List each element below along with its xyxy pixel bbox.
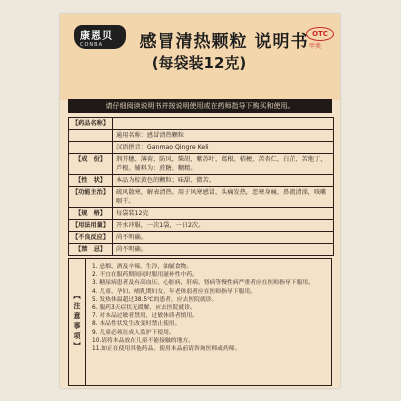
precaution-item: 7. 对本品过敏者禁用，过敏体质者慎用。 (92, 313, 198, 320)
info-row (69, 231, 333, 243)
header-band (60, 14, 340, 100)
info-value: 开水冲服，一次1袋，一日2次。 (116, 222, 205, 229)
precautions-label-cell (69, 259, 86, 385)
precaution-item: 5. 发热体温超过38.5℃的患者，应去医院就诊。 (92, 296, 218, 303)
precaution-item: 10.请将本品放在儿童不能接触的地方。 (92, 337, 194, 344)
info-label: 【功能主治】 (69, 187, 113, 207)
instruction-sheet (60, 14, 340, 388)
otc-category: 甲类 (309, 43, 322, 50)
precaution-item: 2. 不宜在服药期间同时服用滋补性中药。 (92, 272, 198, 279)
info-row (69, 141, 333, 153)
precautions-label: 【注意事项】 (73, 292, 81, 352)
precaution-item: 3. 糖尿病患者及有高血压、心脏病、肝病、肾病等慢性病严重者应在医师指导下服用。 (92, 280, 314, 287)
precaution-item: 4. 儿童、孕妇、哺乳期妇女、年老体弱者应在医师指导下服用。 (92, 288, 256, 295)
info-row (69, 174, 333, 186)
precaution-item: 8. 本品性状发生改变时禁止使用。 (92, 321, 181, 328)
brand-name-en: CONBA (80, 42, 104, 48)
info-value: 汉语拼音：Ganmao Qingre Keli (116, 144, 209, 151)
info-label: 【性 状】 (69, 175, 113, 186)
info-row (69, 129, 333, 141)
brand-name: 康恩贝 (80, 31, 113, 42)
info-label: 【禁 忌】 (69, 244, 113, 255)
info-value: 荆芥穗、薄荷、防风、柴胡、紫苏叶、葛根、桔梗、苦杏仁、白芷、苦地丁、芦根。辅料为：蔗糖、糊精。 (116, 156, 327, 172)
info-value: 通用名称：感冒清热颗粒 (116, 132, 185, 139)
info-label: 【用法用量】 (69, 220, 113, 231)
info-label: 【规 格】 (69, 208, 113, 219)
info-value: 尚不明确。 (116, 246, 147, 253)
brand-logo (74, 25, 126, 49)
info-value: 每袋装12克 (116, 210, 149, 217)
page-title: 感冒清热颗粒 说明书 (139, 32, 309, 52)
precaution-item: 9. 儿童必须在成人监护下使用。 (92, 329, 175, 336)
info-value: 疏风散寒，解表清热。用于风寒感冒，头痛发热，恶寒身痛，鼻流清涕，咳嗽咽干。 (116, 189, 327, 205)
info-row (69, 207, 333, 219)
info-label: 【成 份】 (69, 154, 113, 174)
precaution-item: 6. 服药3天症状无缓解，应去医院就诊。 (92, 305, 196, 312)
info-row (69, 219, 333, 231)
info-value: 尚不明确。 (116, 234, 147, 241)
page-subtitle: (每袋装12克) (151, 54, 247, 72)
otc-badge: OTC (306, 27, 334, 41)
precaution-item: 11.如正在使用其他药品，使用本品前请咨询医师或药师。 (92, 346, 241, 353)
info-value: 本品为棕黄色的颗粒；味甜、微苦。 (116, 177, 215, 184)
drug-info-table (68, 117, 334, 256)
precautions-list (86, 259, 331, 385)
precaution-item: 1. 忌烟、酒及辛辣、生冷、油腻食物。 (92, 264, 193, 270)
notice-bar: 请仔细阅读说明书并按说明使用或在药师指导下购买和使用。 (68, 99, 332, 113)
info-value (113, 118, 333, 129)
info-row (69, 186, 333, 207)
info-label: 【药品名称】 (69, 118, 113, 129)
info-label (69, 130, 113, 141)
info-row (69, 118, 333, 129)
info-row (69, 243, 333, 255)
precautions-box (68, 258, 332, 386)
info-row (69, 153, 333, 174)
info-label: 【不良反应】 (69, 232, 113, 243)
info-label (69, 142, 113, 153)
